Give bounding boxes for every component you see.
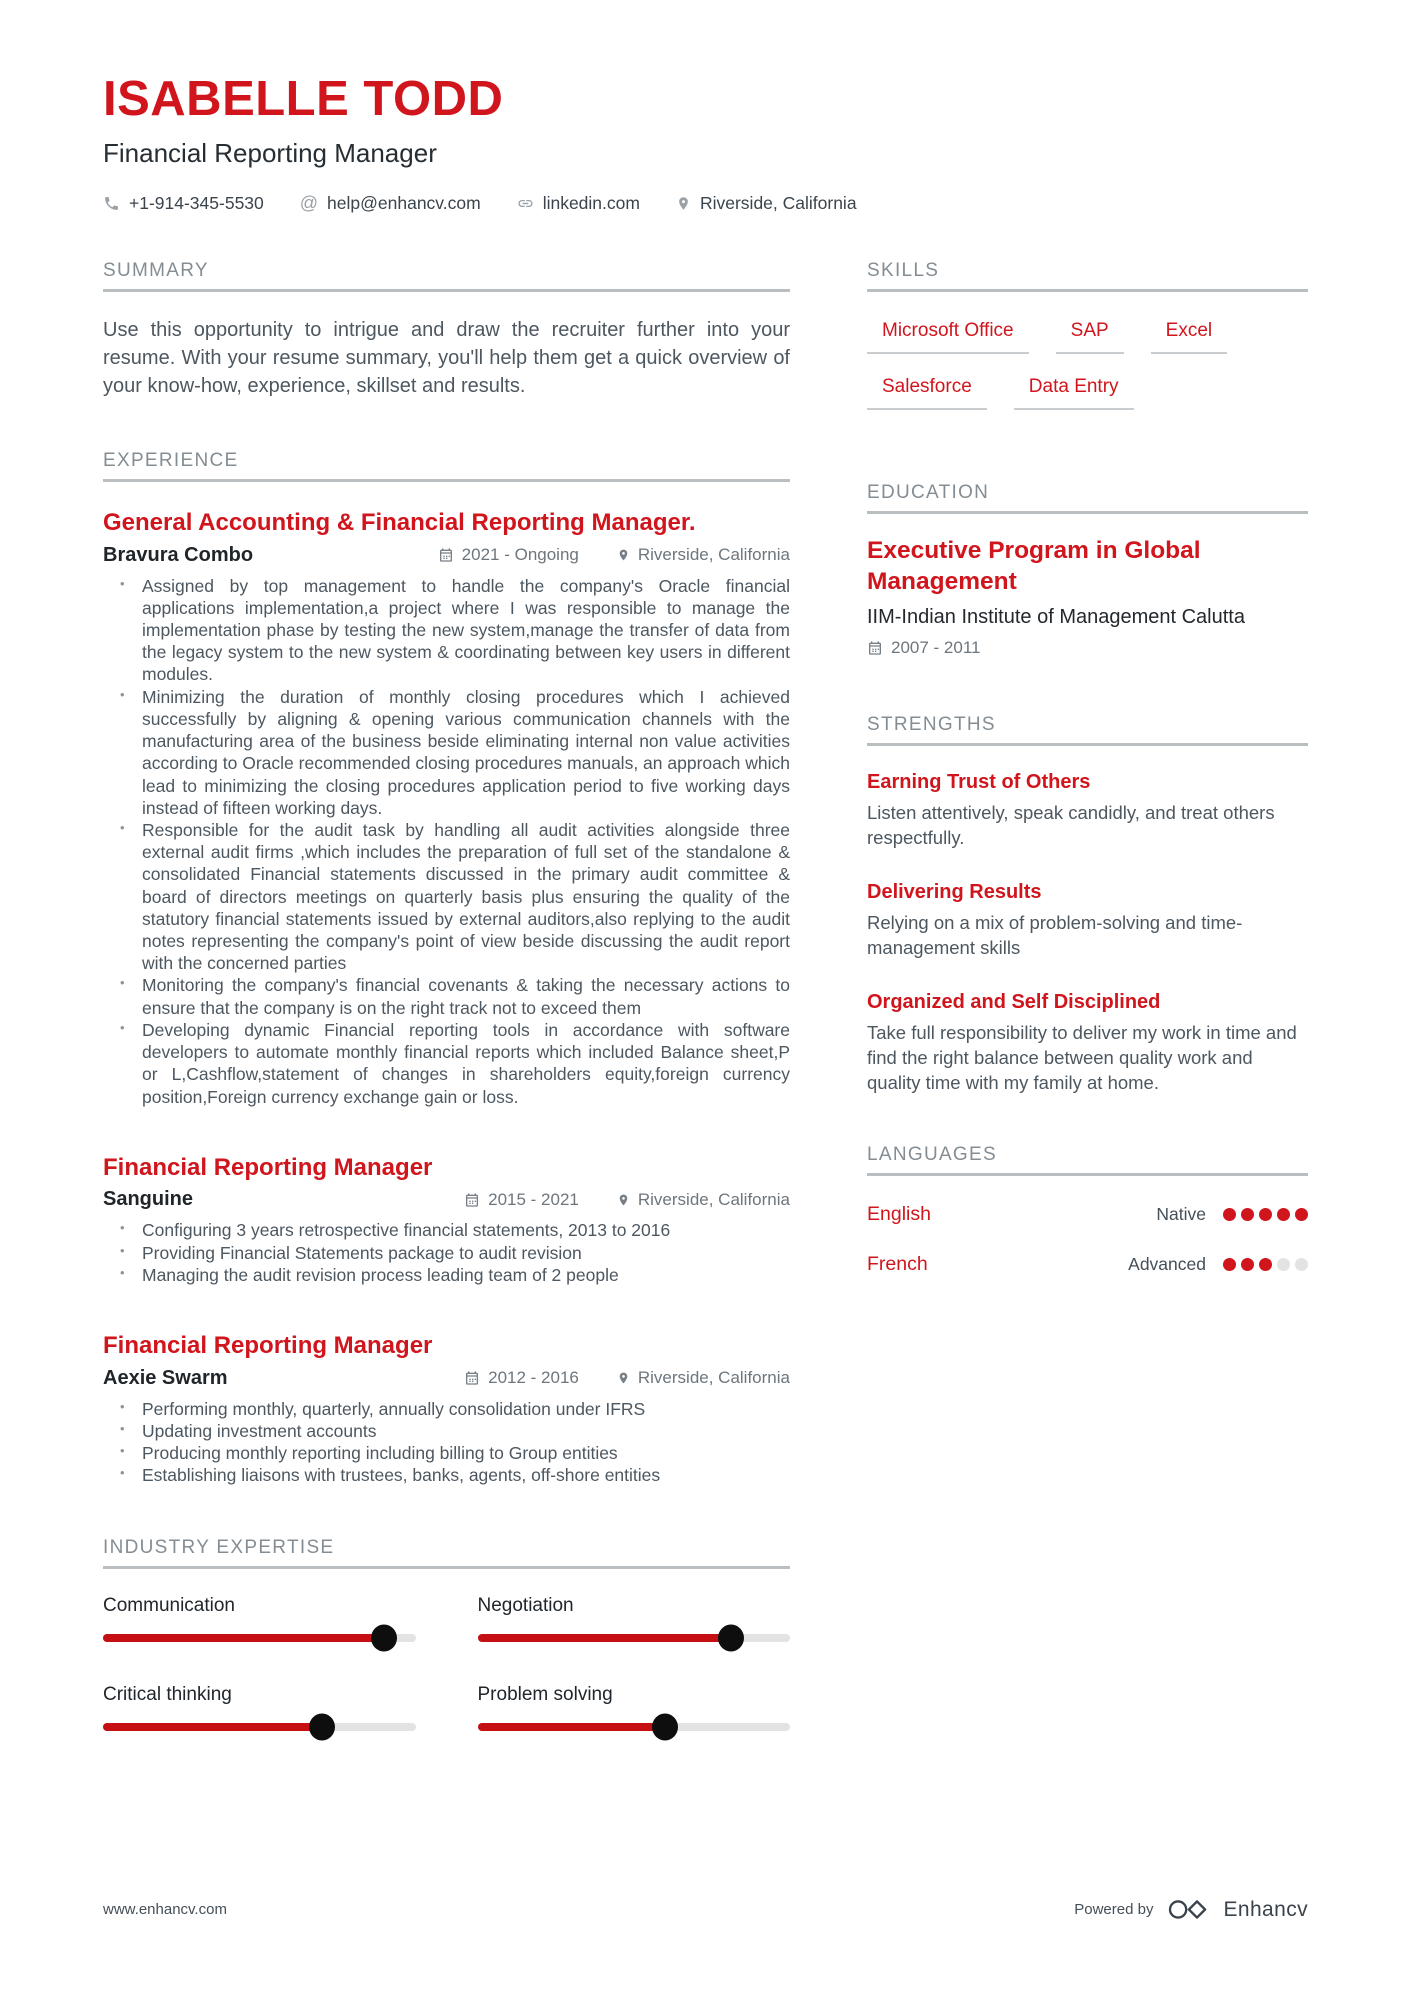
- industry-expertise-heading: INDUSTRY EXPERTISE: [103, 1537, 790, 1569]
- language-name: French: [867, 1252, 928, 1275]
- bullet-item: • Establishing liaisons with trustees, banks, agents, off-shore entities: [103, 1464, 790, 1486]
- language-row: [867, 1253, 1308, 1276]
- languages-heading: LANGUAGES: [867, 1144, 1308, 1176]
- company-name: Bravura Combo: [103, 543, 254, 566]
- education-dates: [867, 638, 1308, 658]
- company-name: Aexie Swarm: [103, 1366, 228, 1389]
- expertise-label: Problem solving: [477, 1683, 613, 1705]
- expertise-slider: [478, 1723, 791, 1731]
- proficiency-dot-filled: [1223, 1208, 1236, 1221]
- proficiency-dot-filled: [1223, 1258, 1236, 1271]
- calendar-icon: [438, 547, 454, 563]
- strength-text: Listen attentively, speak candidly, and treat others respectfully.: [867, 802, 1275, 849]
- calendar-icon: [867, 640, 883, 656]
- location-pin-icon: [617, 1192, 630, 1208]
- location-text: Riverside, California: [699, 192, 857, 213]
- strength-title: Delivering Results: [867, 881, 1042, 904]
- phone-icon: [103, 195, 120, 212]
- proficiency-dot-filled: [1241, 1258, 1254, 1271]
- powered-by[interactable]: [1074, 1896, 1308, 1923]
- contact-link[interactable]: [517, 193, 640, 214]
- expertise-label: Communication: [103, 1594, 235, 1616]
- contact-row: [103, 193, 1308, 214]
- experience-heading: EXPERIENCE: [103, 450, 790, 482]
- language-level: Native: [1156, 1203, 1206, 1224]
- link-icon: [517, 195, 534, 212]
- languages-section: [867, 1144, 1308, 1276]
- skills-list: [867, 320, 1308, 410]
- bullet-item: • Updating investment accounts: [103, 1420, 790, 1442]
- person-title: Financial Reporting Manager: [103, 137, 437, 168]
- slider-track: [478, 1634, 791, 1642]
- strengths-section: [867, 714, 1308, 1096]
- person-name: ISABELLE TODD: [103, 72, 504, 126]
- bullet-item: • Monitoring the company's financial covenants & taking the necessary actions to ensure that the company is on the right track not to exceed them: [103, 974, 790, 1018]
- location-pin-icon: [676, 195, 691, 212]
- contact-location: [676, 193, 857, 214]
- skill-chip: Salesforce: [867, 376, 987, 410]
- phone-number: +1-914-345-5530: [129, 192, 264, 213]
- expertise-slider: [478, 1634, 791, 1642]
- slider-knob: [718, 1624, 744, 1651]
- slider-fill: [478, 1634, 731, 1642]
- job-meta-row: [103, 1367, 790, 1390]
- summary-text: Use this opportunity to intrigue and draw the recruiter further into your resume. With your resume summary, you'll help them get a quick overview of your know-how, experience, skillset and results.: [103, 318, 790, 397]
- slider-knob: [371, 1624, 397, 1651]
- bullet-item: • Performing monthly, quarterly, annually consolidation under IFRS: [103, 1398, 790, 1420]
- job-dates-text: 2021 - Ongoing: [461, 545, 579, 565]
- summary-section: [103, 260, 790, 400]
- job-dates: [464, 1190, 579, 1210]
- job-bullets: [103, 575, 790, 1108]
- job-dates-text: 2012 - 2016: [488, 1368, 579, 1388]
- right-column: [867, 260, 1308, 1276]
- bullet-item: • Providing Financial Statements package to audit revision: [103, 1242, 790, 1264]
- slider-fill: [478, 1723, 666, 1731]
- powered-by-label: Powered by: [1074, 1901, 1154, 1918]
- website-link[interactable]: www.enhancv.com: [103, 1901, 227, 1918]
- calendar-icon: [464, 1370, 480, 1386]
- job-bullets: [103, 1219, 790, 1286]
- slider-knob: [309, 1713, 335, 1740]
- degree-title: Executive Program in Global Management: [867, 536, 1201, 595]
- left-column: [103, 260, 790, 1731]
- calendar-icon: [464, 1192, 480, 1208]
- language-level: Advanced: [1128, 1253, 1206, 1274]
- skills-heading: SKILLS: [867, 260, 1308, 292]
- expertise-slider: [103, 1723, 416, 1731]
- job-location: [617, 545, 790, 565]
- skill-chip: Data Entry: [1014, 376, 1134, 410]
- education-heading: EDUCATION: [867, 482, 1308, 514]
- contact-email[interactable]: [300, 193, 481, 214]
- bullet-item: • Developing dynamic Financial reporting tools in accordance with software developers to automate monthly financial reports which included Balance sheet,P or L,Cashflow,statement of changes in shareholders equity,foreign currency position,Foreign currency exchange gain or loss.: [103, 1019, 790, 1108]
- language-row: [867, 1203, 1308, 1226]
- strength-item: [867, 991, 1308, 1096]
- strength-text: Take full responsibility to deliver my work in time and find the right balance between quality work and quality time with my family at home.: [867, 1022, 1297, 1093]
- slider-fill: [103, 1723, 322, 1731]
- job-location-text: Riverside, California: [637, 1368, 790, 1388]
- bullet-item: • Configuring 3 years retrospective financial statements, 2013 to 2016: [103, 1219, 790, 1241]
- proficiency-dot-empty: [1277, 1258, 1290, 1271]
- expertise-item: [103, 1684, 416, 1731]
- enhancv-logo-icon: [1167, 1896, 1209, 1923]
- contact-phone: [103, 193, 264, 214]
- language-proficiency-dots: [1223, 1258, 1308, 1271]
- strength-item: [867, 881, 1308, 961]
- bullet-item: • Managing the audit revision process leading team of 2 people: [103, 1264, 790, 1286]
- skill-chip: Microsoft Office: [867, 320, 1029, 354]
- job-dates-text: 2015 - 2021: [488, 1189, 579, 1209]
- link-text: linkedin.com: [542, 192, 640, 213]
- skills-section: [867, 260, 1308, 410]
- at-icon: @: [299, 193, 319, 214]
- proficiency-dot-filled: [1259, 1258, 1272, 1271]
- expertise-item: [478, 1684, 791, 1731]
- expertise-item: [103, 1595, 416, 1642]
- slider-track: [478, 1723, 791, 1731]
- strength-title: Earning Trust of Others: [867, 771, 1091, 794]
- job-meta-row: [103, 544, 790, 567]
- job-dates: [438, 545, 579, 565]
- job-title: Financial Reporting Manager: [103, 1153, 433, 1181]
- education-section: [867, 482, 1308, 658]
- slider-knob: [652, 1713, 678, 1740]
- email-address: help@enhancv.com: [327, 192, 481, 213]
- location-pin-icon: [617, 1370, 630, 1386]
- bullet-item: • Responsible for the audit task by handling all audit activities alongside three external audit firms ,which includes the preparation of full set of the standalone & consolidated Financial statements discussed in the primary audit committee & board of directors meetings on quarterly basis plus ensuring the quality of the statutory financial statements issued by external auditors,also replying to the audit notes representing the company's point of view beside discussing the audit report with the concerned parties: [103, 819, 790, 975]
- job-location-text: Riverside, California: [637, 1189, 790, 1209]
- summary-heading: SUMMARY: [103, 260, 790, 292]
- job-entry: [103, 1332, 790, 1486]
- job-title: Financial Reporting Manager: [103, 1332, 433, 1360]
- proficiency-dot-empty: [1295, 1258, 1308, 1271]
- expertise-grid: [103, 1595, 790, 1731]
- bullet-item: • Assigned by top management to handle the company's Oracle financial applications implementation,a project where I was responsible to manage the implementation phase by testing the new system,manage the transfer of data from the legacy system to the new system & coordinating between key users in different modules.: [103, 575, 790, 686]
- language-name: English: [867, 1202, 931, 1225]
- language-proficiency-dots: [1223, 1208, 1308, 1221]
- strength-item: [867, 771, 1308, 851]
- location-pin-icon: [617, 547, 630, 563]
- job-title: General Accounting & Financial Reporting Manager.: [103, 508, 696, 536]
- education-dates-text: 2007 - 2011: [891, 638, 981, 658]
- bullet-item: • Producing monthly reporting including billing to Group entities: [103, 1442, 790, 1464]
- strength-title: Organized and Self Disciplined: [867, 991, 1161, 1014]
- job-location: [617, 1368, 790, 1388]
- strengths-heading: STRENGTHS: [867, 714, 1308, 746]
- strength-text: Relying on a mix of problem-solving and time-management skills: [867, 912, 1243, 959]
- school-name: IIM-Indian Institute of Management Calutta: [867, 606, 1245, 629]
- job-meta-row: [103, 1188, 790, 1211]
- page-footer: [103, 1896, 1308, 1923]
- company-name: Sanguine: [103, 1188, 194, 1211]
- job-entry: [103, 1154, 790, 1286]
- expertise-item: [478, 1595, 791, 1642]
- slider-track: [103, 1723, 416, 1731]
- job-bullets: [103, 1398, 790, 1487]
- slider-track: [103, 1634, 416, 1642]
- proficiency-dot-filled: [1295, 1208, 1308, 1221]
- expertise-label: Negotiation: [477, 1594, 574, 1616]
- job-location-text: Riverside, California: [637, 545, 790, 565]
- skill-chip: SAP: [1056, 320, 1124, 354]
- proficiency-dot-filled: [1277, 1208, 1290, 1221]
- slider-fill: [103, 1634, 384, 1642]
- job-entry: [103, 509, 790, 1108]
- bullet-item: • Minimizing the duration of monthly closing procedures which I achieved successfully by aligning & opening various communication channels with the manufacturing area of the business beside eliminating internal non value activities according to Oracle recommended closing procedures manuals, an approach which lead to minimizing the closing procedures application period to five working days instead of fifteen working days.: [103, 686, 790, 819]
- skill-chip: Excel: [1151, 320, 1227, 354]
- experience-section: [103, 450, 790, 1487]
- job-location: [617, 1190, 790, 1210]
- job-dates: [464, 1368, 579, 1388]
- industry-expertise-section: [103, 1537, 790, 1731]
- expertise-label: Critical thinking: [103, 1683, 232, 1705]
- resume-header: [103, 74, 1308, 214]
- expertise-slider: [103, 1634, 416, 1642]
- proficiency-dot-filled: [1241, 1208, 1254, 1221]
- enhancv-wordmark: Enhancv: [1223, 1897, 1308, 1921]
- proficiency-dot-filled: [1259, 1208, 1272, 1221]
